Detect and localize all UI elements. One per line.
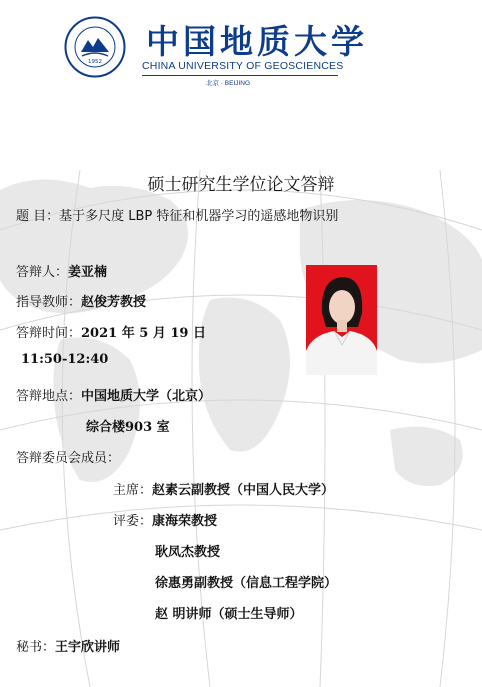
reviewer-item: 徐惠勇副教授（信息工程学院） bbox=[155, 576, 338, 591]
secretary-name: 王宇欣讲师 bbox=[55, 640, 121, 655]
svg-text:1952: 1952 bbox=[88, 59, 102, 65]
university-header bbox=[0, 0, 482, 100]
reviewer-item: 康海荣教授 bbox=[152, 514, 218, 529]
location-campus: 中国地质大学（北京） bbox=[81, 389, 212, 404]
document-title: 硕士研究生学位论文答辩 bbox=[147, 175, 335, 195]
advisor-label: 指导教师： bbox=[16, 295, 82, 310]
city-label: 北京 · BEIJING bbox=[206, 80, 251, 87]
advisor-line bbox=[16, 291, 146, 310]
topic-label: 题 目： bbox=[16, 209, 60, 224]
header-divider bbox=[142, 75, 338, 76]
secretary-label: 秘书： bbox=[16, 640, 56, 655]
chair-label: 主席： bbox=[113, 483, 153, 498]
committee-label: 答辩委员会成员： bbox=[16, 451, 121, 466]
defense-hours: 11:50-12:40 bbox=[21, 352, 109, 367]
location-line bbox=[16, 385, 211, 404]
chair-name: 赵素云副教授（中国人民大学） bbox=[152, 483, 335, 498]
location-label: 答辩地点： bbox=[16, 389, 82, 404]
defender-label: 答辩人： bbox=[16, 265, 69, 280]
time-line bbox=[16, 322, 206, 341]
portrait-image bbox=[306, 265, 377, 375]
defender-line bbox=[16, 261, 107, 280]
university-seal-logo bbox=[64, 16, 126, 78]
reviewer-item: 耿凤杰教授 bbox=[155, 545, 221, 560]
topic-line bbox=[16, 205, 338, 224]
secretary-line bbox=[16, 636, 120, 655]
university-name-cn: 中国地质大学 bbox=[146, 22, 368, 61]
defender-name: 姜亚楠 bbox=[68, 265, 108, 280]
advisor-name: 赵俊芳教授 bbox=[81, 295, 147, 310]
committee-reviewers-line bbox=[113, 510, 217, 529]
time-label: 答辩时间： bbox=[16, 326, 82, 341]
university-name-en: CHINA UNIVERSITY OF GEOSCIENCES bbox=[142, 60, 344, 72]
reviewers-label: 评委： bbox=[113, 514, 153, 529]
location-room: 综合楼903 室 bbox=[86, 420, 170, 435]
defense-date: 2021 年 5 月 19 日 bbox=[81, 326, 206, 341]
committee-chair-line bbox=[113, 479, 334, 498]
defender-portrait-photo bbox=[306, 265, 377, 375]
topic-value: 基于多尺度 LBP 特征和机器学习的遥感地物识别 bbox=[59, 209, 339, 224]
reviewer-item: 赵 明讲师（硕士生导师） bbox=[155, 607, 303, 622]
